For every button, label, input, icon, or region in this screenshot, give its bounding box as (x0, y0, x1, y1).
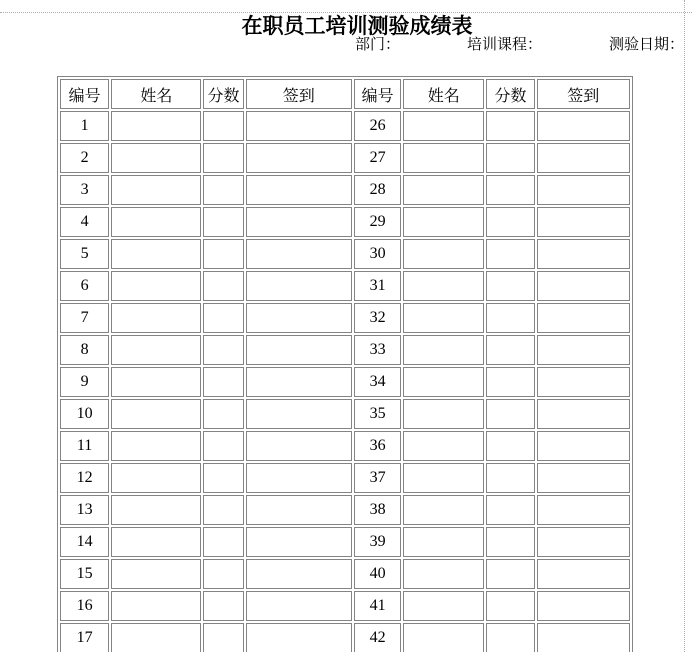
name-cell-right (403, 591, 484, 621)
name-cell-left (111, 559, 201, 589)
number-cell-left: 4 (60, 207, 109, 237)
signin-cell-left (246, 559, 352, 589)
score-cell-left (203, 175, 243, 205)
number-cell-right: 37 (354, 463, 401, 493)
name-cell-left (111, 623, 201, 652)
number-cell-left: 17 (60, 623, 109, 652)
score-cell-left (203, 559, 243, 589)
header-signin-right: 签到 (537, 79, 630, 109)
number-cell-right: 42 (354, 623, 401, 652)
score-cell-right (486, 623, 534, 652)
table-row (60, 495, 630, 525)
name-cell-left (111, 495, 201, 525)
score-cell-right (486, 335, 534, 365)
signin-cell-left (246, 367, 352, 397)
number-cell-right: 31 (354, 271, 401, 301)
signin-cell-left (246, 335, 352, 365)
score-cell-left (203, 303, 243, 333)
number-cell-right: 34 (354, 367, 401, 397)
name-cell-right (403, 367, 484, 397)
table-row (60, 303, 630, 333)
number-cell-left: 8 (60, 335, 109, 365)
name-cell-left (111, 527, 201, 557)
number-cell-left: 3 (60, 175, 109, 205)
signin-cell-right (537, 559, 630, 589)
page-break-line-vertical (684, 0, 685, 652)
table-row (60, 559, 630, 589)
table-row (60, 207, 630, 237)
score-cell-left (203, 143, 243, 173)
signin-cell-right (537, 623, 630, 652)
number-cell-right: 27 (354, 143, 401, 173)
name-cell-right (403, 463, 484, 493)
score-cell-right (486, 271, 534, 301)
signin-cell-right (537, 239, 630, 269)
signin-cell-left (246, 463, 352, 493)
table-row (60, 431, 630, 461)
table-row (60, 591, 630, 621)
name-cell-right (403, 559, 484, 589)
header-name-left: 姓名 (111, 79, 201, 109)
name-cell-right (403, 175, 484, 205)
signin-cell-right (537, 303, 630, 333)
score-cell-left (203, 367, 243, 397)
score-cell-right (486, 111, 534, 141)
table-row (60, 335, 630, 365)
score-cell-left (203, 431, 243, 461)
meta-label-training-course: 培训课程： (466, 37, 542, 53)
number-cell-left: 12 (60, 463, 109, 493)
number-cell-left: 5 (60, 239, 109, 269)
name-cell-left (111, 207, 201, 237)
number-cell-left: 15 (60, 559, 109, 589)
name-cell-left (111, 591, 201, 621)
name-cell-left (111, 399, 201, 429)
table-row (60, 175, 630, 205)
name-cell-left (111, 335, 201, 365)
number-cell-left: 13 (60, 495, 109, 525)
number-cell-right: 32 (354, 303, 401, 333)
score-cell-left (203, 591, 243, 621)
name-cell-left (111, 367, 201, 397)
name-cell-left (111, 463, 201, 493)
table-row (60, 271, 630, 301)
score-cell-left (203, 207, 243, 237)
score-cell-right (486, 143, 534, 173)
number-cell-right: 33 (354, 335, 401, 365)
name-cell-left (111, 143, 201, 173)
name-cell-right (403, 239, 484, 269)
score-cell-right (486, 527, 534, 557)
score-cell-right (486, 463, 534, 493)
name-cell-left (111, 175, 201, 205)
signin-cell-right (537, 495, 630, 525)
score-cell-left (203, 239, 243, 269)
number-cell-right: 38 (354, 495, 401, 525)
signin-cell-left (246, 431, 352, 461)
signin-cell-right (537, 367, 630, 397)
name-cell-right (403, 143, 484, 173)
page-title: 在职员工培训测验成绩表 (241, 14, 473, 38)
header-score-left: 分数 (203, 79, 243, 109)
score-cell-left (203, 335, 243, 365)
number-cell-right: 40 (354, 559, 401, 589)
signin-cell-left (246, 495, 352, 525)
name-cell-left (111, 239, 201, 269)
name-cell-right (403, 111, 484, 141)
score-cell-right (486, 207, 534, 237)
score-cell-right (486, 239, 534, 269)
signin-cell-left (246, 175, 352, 205)
score-cell-left (203, 623, 243, 652)
name-cell-right (403, 527, 484, 557)
signin-cell-right (537, 399, 630, 429)
table-row (60, 623, 630, 652)
number-cell-left: 11 (60, 431, 109, 461)
number-cell-right: 41 (354, 591, 401, 621)
number-cell-right: 39 (354, 527, 401, 557)
name-cell-right (403, 207, 484, 237)
table-row (60, 367, 630, 397)
score-cell-right (486, 175, 534, 205)
number-cell-right: 26 (354, 111, 401, 141)
signin-cell-left (246, 303, 352, 333)
header-signin-left: 签到 (246, 79, 352, 109)
table-row (60, 143, 630, 173)
signin-cell-left (246, 623, 352, 652)
score-cell-left (203, 111, 243, 141)
number-cell-left: 16 (60, 591, 109, 621)
meta-label-department: 部门： (354, 37, 400, 53)
meta-label-test-date: 测验日期： (608, 37, 684, 53)
signin-cell-right (537, 463, 630, 493)
signin-cell-left (246, 527, 352, 557)
signin-cell-left (246, 239, 352, 269)
number-cell-left: 14 (60, 527, 109, 557)
score-table (57, 76, 633, 652)
signin-cell-right (537, 527, 630, 557)
signin-cell-left (246, 111, 352, 141)
score-cell-right (486, 367, 534, 397)
signin-cell-right (537, 591, 630, 621)
score-cell-left (203, 271, 243, 301)
number-cell-right: 36 (354, 431, 401, 461)
number-cell-left: 9 (60, 367, 109, 397)
name-cell-right (403, 271, 484, 301)
signin-cell-left (246, 271, 352, 301)
table-row (60, 111, 630, 141)
table-row (60, 239, 630, 269)
score-cell-left (203, 527, 243, 557)
score-cell-right (486, 591, 534, 621)
table-row (60, 399, 630, 429)
score-cell-right (486, 399, 534, 429)
signin-cell-right (537, 271, 630, 301)
score-cell-right (486, 559, 534, 589)
signin-cell-right (537, 111, 630, 141)
number-cell-left: 1 (60, 111, 109, 141)
number-cell-left: 10 (60, 399, 109, 429)
number-cell-right: 30 (354, 239, 401, 269)
number-cell-right: 28 (354, 175, 401, 205)
signin-cell-left (246, 591, 352, 621)
score-cell-right (486, 431, 534, 461)
header-score-right: 分数 (486, 79, 534, 109)
header-name-right: 姓名 (403, 79, 484, 109)
score-cell-right (486, 303, 534, 333)
signin-cell-left (246, 399, 352, 429)
name-cell-left (111, 431, 201, 461)
name-cell-left (111, 303, 201, 333)
signin-cell-right (537, 207, 630, 237)
name-cell-right (403, 431, 484, 461)
score-cell-left (203, 495, 243, 525)
signin-cell-right (537, 335, 630, 365)
table-header-row (60, 79, 630, 109)
name-cell-right (403, 495, 484, 525)
number-cell-right: 35 (354, 399, 401, 429)
score-cell-left (203, 399, 243, 429)
name-cell-right (403, 335, 484, 365)
name-cell-right (403, 623, 484, 652)
signin-cell-right (537, 175, 630, 205)
name-cell-left (111, 271, 201, 301)
table-row (60, 527, 630, 557)
header-number-left: 编号 (60, 79, 109, 109)
table-row (60, 463, 630, 493)
score-cell-right (486, 495, 534, 525)
number-cell-right: 29 (354, 207, 401, 237)
signin-cell-right (537, 143, 630, 173)
number-cell-left: 6 (60, 271, 109, 301)
meta-fields-row (0, 36, 684, 54)
number-cell-left: 2 (60, 143, 109, 173)
signin-cell-right (537, 431, 630, 461)
name-cell-right (403, 399, 484, 429)
score-cell-left (203, 463, 243, 493)
signin-cell-left (246, 143, 352, 173)
name-cell-left (111, 111, 201, 141)
name-cell-right (403, 303, 484, 333)
signin-cell-left (246, 207, 352, 237)
header-number-right: 编号 (354, 79, 401, 109)
number-cell-left: 7 (60, 303, 109, 333)
